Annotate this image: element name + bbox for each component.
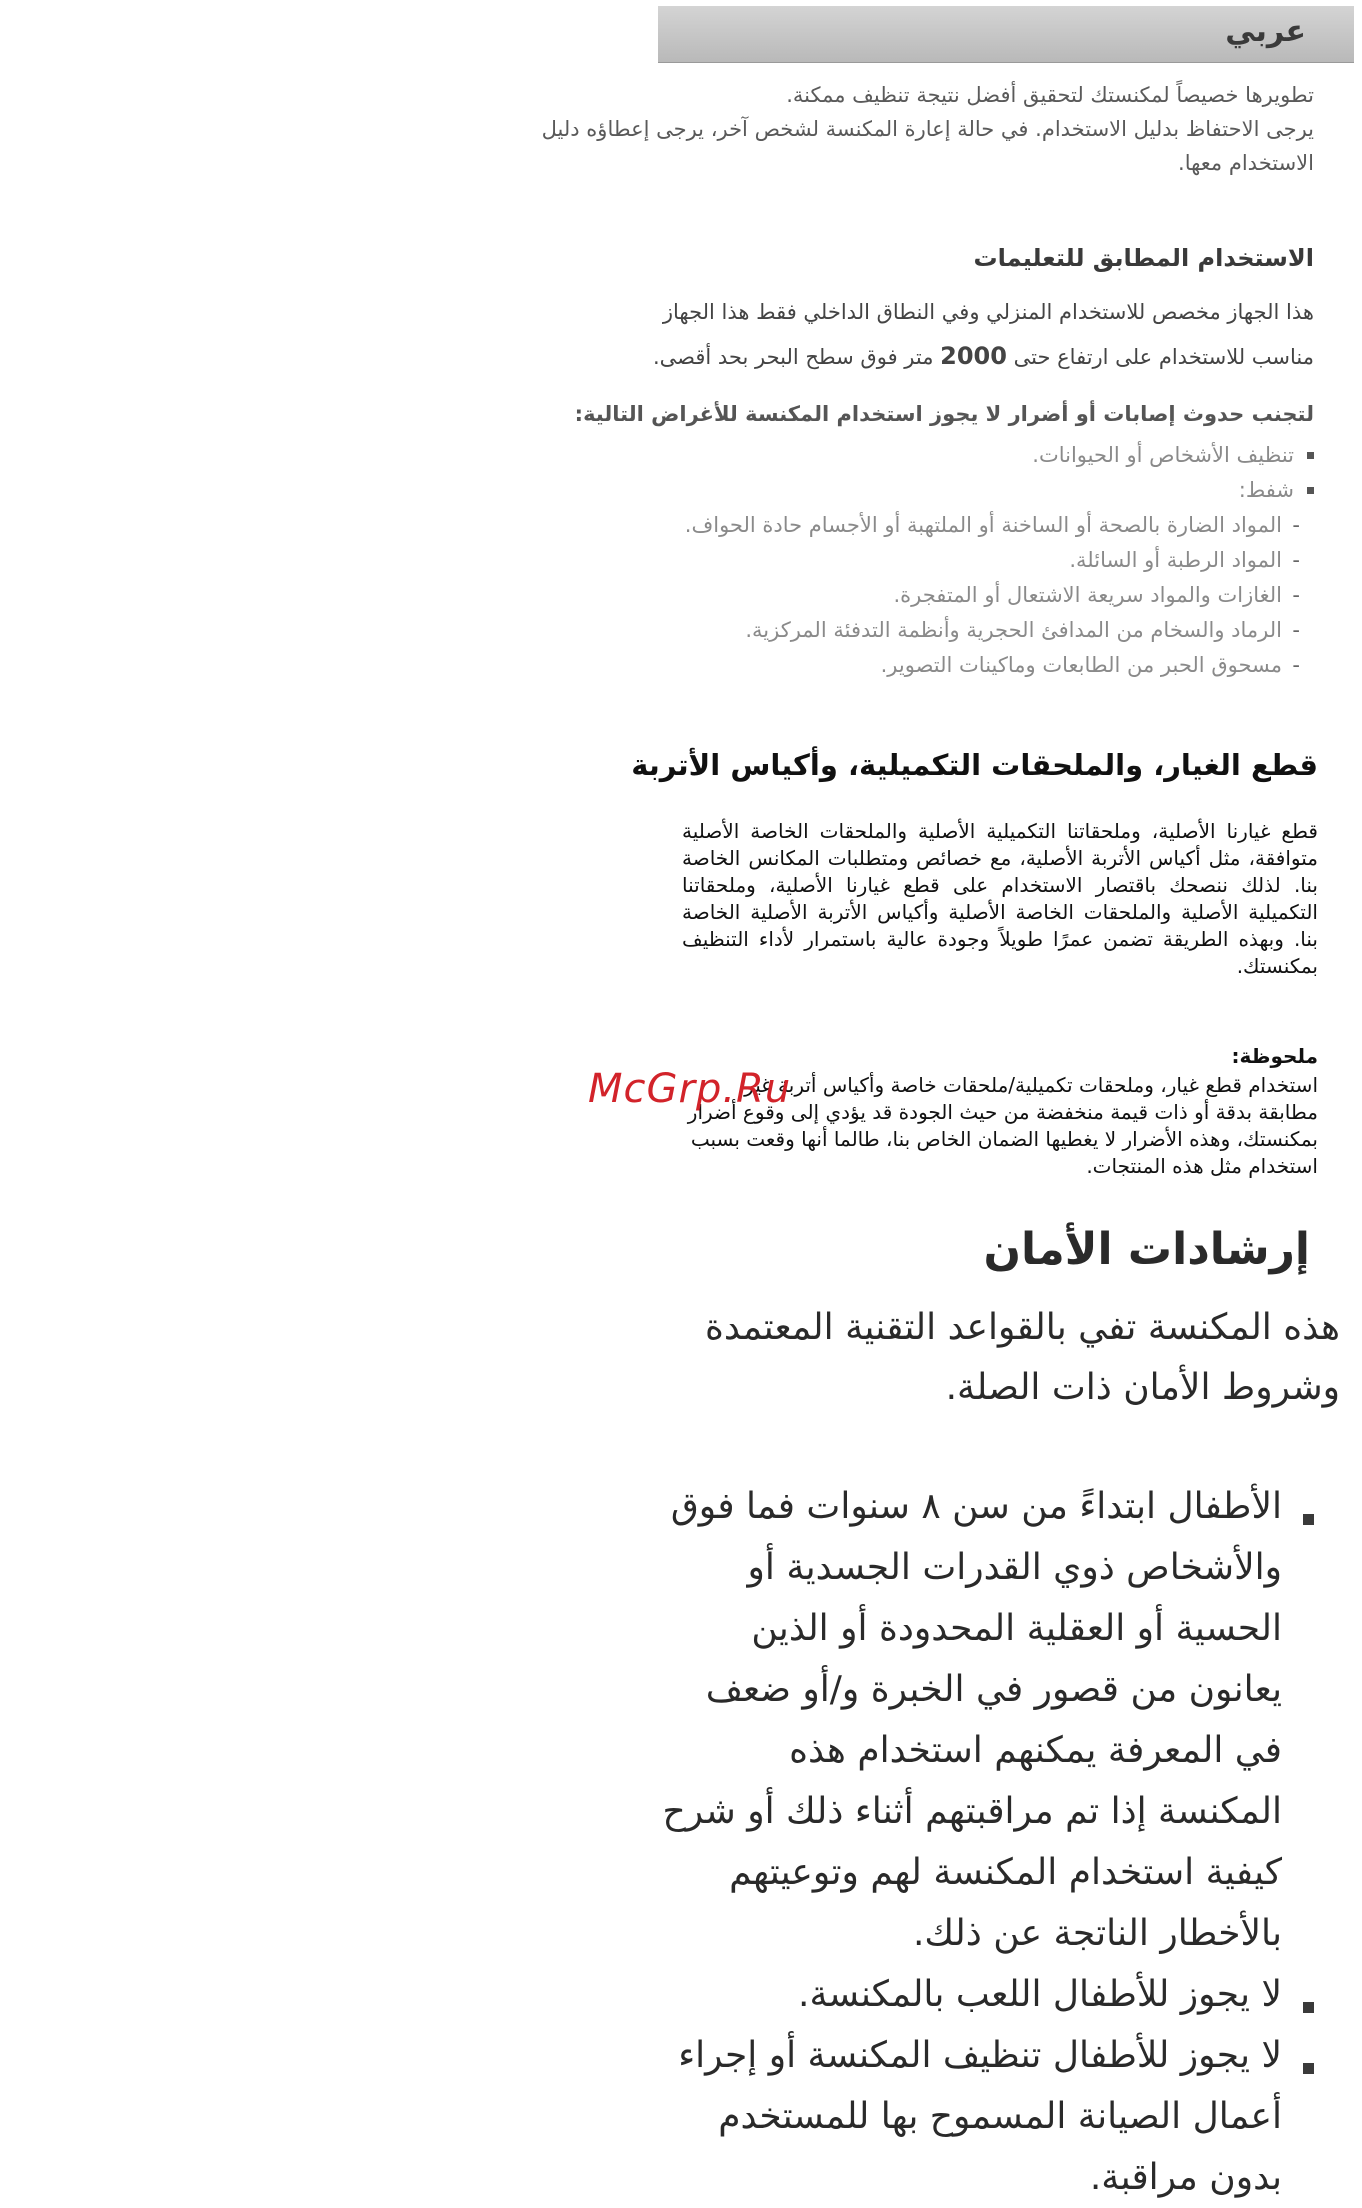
avoid-heading: لتجنب حدوث إصابات أو أضرار لا يجوز استخدام المكنسة للأغراض التالية: [574,402,1314,426]
avoid-subitem: - الرماد والسخام من المدافئ الحجرية وأنظمة التدفئة المركزية. [414,613,1314,648]
intro-section [454,78,1314,180]
usage-line-2-start: مناسب للاستخدام على ارتفاع حتى [1013,345,1314,369]
avoid-subitem: - المواد الرطبة أو السائلة. [414,543,1314,578]
watermark-logo: McGrp.Ru [588,1066,792,1112]
note-label: ملحوظة: [1231,1044,1318,1068]
usage-line-2-end: متر فوق سطح البحر بحد أقصى. [652,345,934,369]
intro-line-2: يرجى الاحتفاظ بدليل الاستخدام. في حالة إعارة المكنسة لشخص آخر، يرجى إعطاؤه دليل الاستخدام معها. [541,117,1314,175]
avoid-item: تنظيف الأشخاص أو الحيوانات. [414,438,1314,473]
safety-item: الأطفال ابتداءً من سن ٨ سنوات فما فوق والأشخاص ذوي القدرات الجسدية أو الحسية أو العقلية المحدودة أو الذين يعانون من قصور في الخبرة و/أو ضعف في المعرفة يمكنهم استخدام هذه المكنسة إذا تم مراقبتهم أثناء ذلك أو شرح كيفية استخدام المكنسة لهم وتوعيتهم بالأخطار الناتجة عن ذلك. [654,1476,1314,1964]
safety-intro: هذه المكنسة تفي بالقواعد التقنية المعتمدة وشروط الأمان ذات الصلة. [705,1307,1340,1408]
avoid-subitem: - الغازات والمواد سريعة الاشتعال أو المتفجرة. [414,578,1314,613]
language-header-bar [658,6,1354,63]
usage-line-2 [414,334,1314,379]
usage-line-1: هذا الجهاز مخصص للاستخدام المنزلي وفي النطاق الداخلي فقط هذا الجهاز [662,300,1314,324]
note-text: استخدام قطع غيار، وملحقات تكميلية/ملحقات خاصة وأكياس أتربة غير مطابقة بدقة أو ذات قيمة منخفضة من حيث الجودة قد يؤدي إلى وقوع أضرار بمكنستك، وهذه الأضرار لا يغطيها الضمان الخاص بنا، طالما أنها وقعت بسبب استخدام مثل هذه المنتجات. [687,1073,1318,1178]
safety-heading: إرشادات الأمان [983,1224,1310,1275]
language-label: عربي [1225,14,1306,49]
safety-list [654,1476,1314,2208]
usage-heading: الاستخدام المطابق للتعليمات [973,244,1314,272]
parts-text: قطع غيارنا الأصلية، وملحقاتنا التكميلية الأصلية والملحقات الخاصة الأصلية متوافقة، مثل أكياس الأتربة الأصلية، مع خصائص ومتطلبات المكانس الخاصة بنا. لذلك ننصحك باقتصار الاستخدام على قطع غيارنا الأصلية، وملحقاتنا التكميلية الأصلية والملحقات الخاصة الأصلية وأكياس الأتربة الأصلية الخاصة بنا. وبهذه الطريقة تضمن عمرًا طويلاً وجودة عالية باستمرار لأداء التنظيف بمكنستك. [682,819,1318,978]
usage-text [414,290,1314,379]
avoid-item: شفط: [414,473,1314,508]
parts-heading: قطع الغيار، والملحقات التكميلية، وأكياس الأتربة [631,748,1318,782]
intro-line-1: تطويرها خصيصاً لمكنستك لتحقيق أفضل نتيجة تنظيف ممكنة. [786,83,1314,107]
avoid-subitem: - المواد الضارة بالصحة أو الساخنة أو الملتهبة أو الأجسام حادة الحواف. [414,508,1314,543]
avoid-list [414,438,1314,683]
avoid-subitem: - مسحوق الحبر من الطابعات وماكينات التصوير. [414,648,1314,683]
safety-item: لا يجوز للأطفال اللعب بالمكنسة. [654,1964,1314,2025]
altitude-value: 2000 [940,342,1007,370]
safety-item: لا يجوز للأطفال تنظيف المكنسة أو إجراء أعمال الصيانة المسموح بها للمستخدم بدون مراقبة. [654,2025,1314,2208]
